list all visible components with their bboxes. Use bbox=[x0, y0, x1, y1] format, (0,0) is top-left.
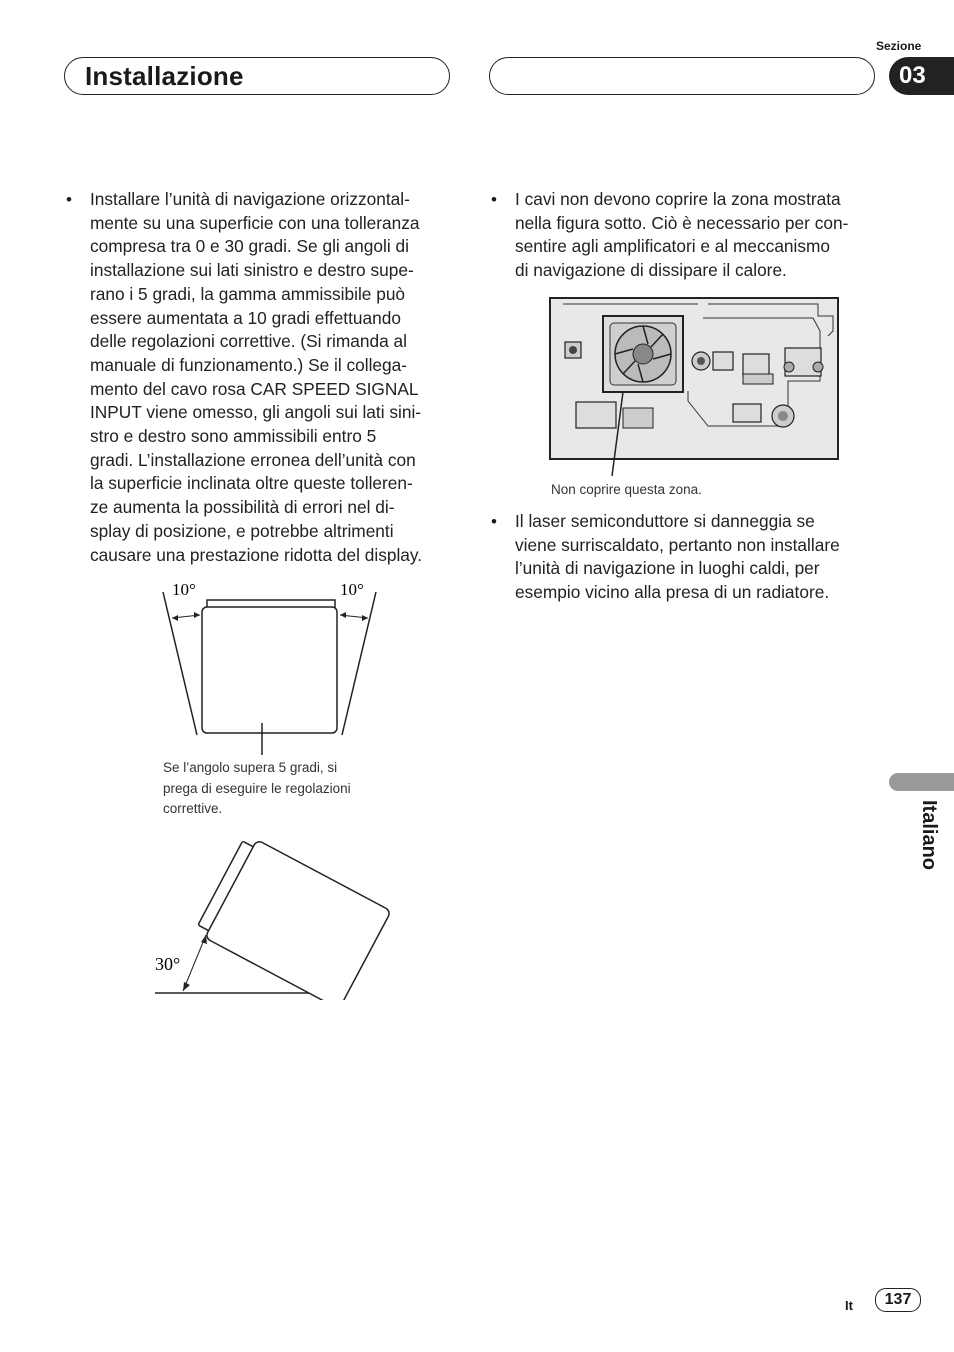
text-line: mento del cavo rosa CAR SPEED SIGNAL bbox=[90, 378, 419, 399]
text-line: I cavi non devono coprire la zona mostrata bbox=[515, 189, 841, 209]
language-code: It bbox=[845, 1298, 853, 1313]
text-line: mente su una superficie con una tolleranza bbox=[90, 212, 420, 233]
figure1-caption bbox=[163, 758, 403, 820]
right-bullet1-text bbox=[515, 188, 885, 283]
right-bullet1-symbol: • bbox=[491, 190, 497, 209]
right-angle-label: 10° bbox=[340, 580, 364, 599]
text-line: la superficie inclinata oltre queste tolleren- bbox=[90, 473, 413, 494]
caption-line: prega di eseguire le regolazioni bbox=[163, 780, 351, 796]
right-bullet2-symbol: • bbox=[491, 512, 497, 531]
text-line: sentire agli amplificatori e al meccanismo bbox=[515, 236, 831, 257]
section-number-badge: 03 bbox=[889, 57, 954, 95]
text-line: manuale di funzionamento.) Se il collega- bbox=[90, 354, 408, 375]
text-line: ze aumenta la possibilità di errori nel di- bbox=[90, 497, 395, 518]
text-line: esempio vicino alla presa di un radiatore. bbox=[515, 582, 830, 603]
section-label: Sezione bbox=[876, 39, 922, 53]
tilt-tolerance-figure bbox=[150, 575, 390, 760]
language-label: Italiano bbox=[918, 800, 940, 871]
incline-angle-label: 30° bbox=[155, 954, 181, 974]
page-number: 137 bbox=[875, 1288, 921, 1312]
caption-line: Se l’angolo supera 5 gradi, si bbox=[163, 760, 338, 775]
text-line: causare una prestazione ridotta del display. bbox=[90, 544, 423, 565]
text-line: di navigazione di dissipare il calore. bbox=[515, 260, 787, 281]
text-line: essere aumentata a 10 gradi effettuando bbox=[90, 307, 401, 328]
text-line: splay di posizione, e potrebbe altrimenti bbox=[90, 520, 394, 541]
text-line: compresa tra 0 e 30 gradi. Se gli angoli di bbox=[90, 236, 409, 257]
text-line: gradi. L’installazione erronea dell’unità con bbox=[90, 449, 416, 470]
text-line: Installare l’unità di navigazione orizzontal- bbox=[90, 189, 410, 209]
incline-figure bbox=[150, 825, 395, 1000]
header-blank-pill bbox=[489, 57, 875, 95]
text-line: l’unità di navigazione in luoghi caldi, per bbox=[515, 558, 820, 579]
rear-panel-caption: Non coprire questa zona. bbox=[551, 482, 702, 497]
text-line: Il laser semiconduttore si danneggia se bbox=[515, 511, 815, 531]
text-line: installazione sui lati sinistro e destro supe- bbox=[90, 260, 414, 281]
text-line: stro e destro sono ammissibili entro 5 bbox=[90, 426, 377, 447]
language-tab bbox=[889, 773, 954, 791]
left-angle-label: 10° bbox=[172, 580, 196, 599]
rear-panel-figure bbox=[548, 296, 840, 481]
text-line: INPUT viene omesso, gli angoli sui lati sini- bbox=[90, 402, 422, 423]
text-line: rano i 5 gradi, la gamma ammissibile può bbox=[90, 283, 406, 304]
right-bullet2-text bbox=[515, 510, 885, 605]
text-line: viene surriscaldato, pertanto non installare bbox=[515, 534, 840, 555]
left-bullet-text bbox=[90, 188, 460, 567]
text-line: delle regolazioni correttive. (Si rimanda al bbox=[90, 331, 407, 352]
left-bullet-symbol: • bbox=[66, 190, 72, 209]
caption-line: correttive. bbox=[163, 801, 223, 816]
text-line: nella figura sotto. Ciò è necessario per con- bbox=[515, 212, 849, 233]
title-pill bbox=[64, 57, 450, 95]
page-title: Installazione bbox=[85, 61, 244, 91]
